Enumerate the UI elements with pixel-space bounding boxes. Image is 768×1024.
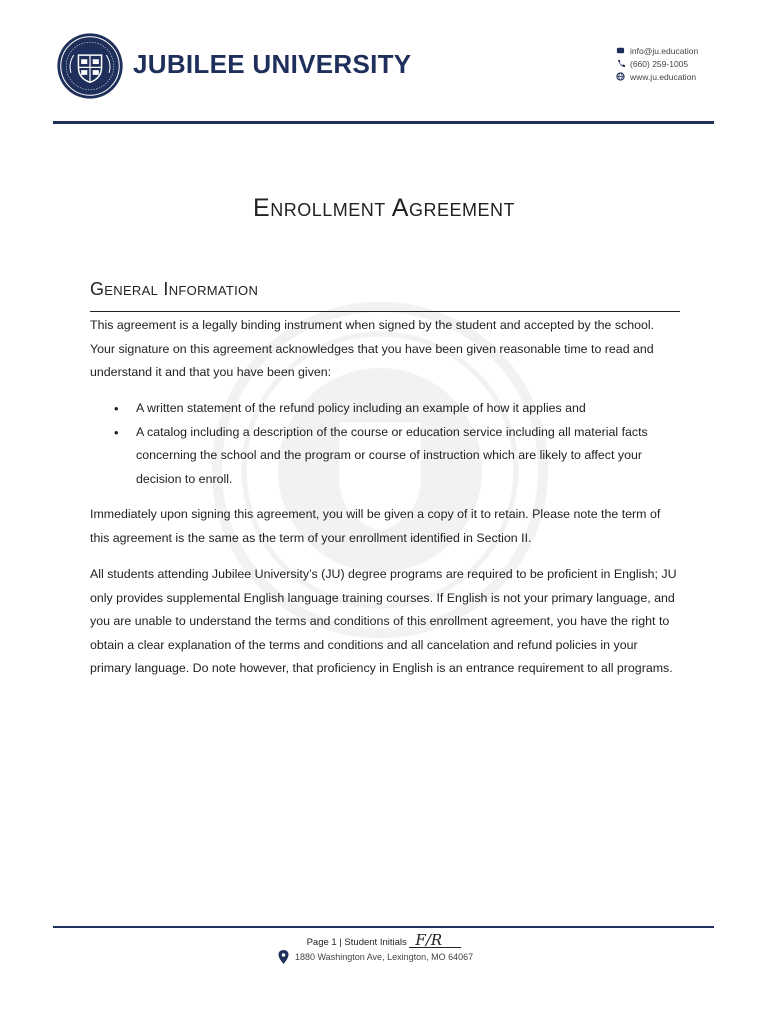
address-text: 1880 Washington Ave, Lexington, MO 64067 <box>295 952 474 962</box>
section-divider <box>90 311 680 312</box>
paragraph-english-proficiency: All students attending Jubilee University’s (JU) degree programs are required to be proficient in English; JU only provides supplemental English language training courses. If English is not your primary language, and you are unable to understand the terms and conditions of this enrollment agreement, you have the right to obtain a clear explanation of the terms and conditions and all cancelation and refund policies in your primary language. Do note however, that proficiency in English is an entrance requirement to all programs. <box>90 567 677 675</box>
bullet-list <box>90 397 680 491</box>
document-title: Enrollment Agreement <box>253 194 515 222</box>
university-name: JUBILEE UNIVERSITY <box>133 49 412 79</box>
footer-address <box>278 950 473 964</box>
contact-email <box>616 44 698 57</box>
footer-divider <box>53 926 714 928</box>
phone-text[interactable]: (660) 259-1005 <box>630 58 689 69</box>
page-label: Page 1 | Student Initials <box>306 937 407 948</box>
website-text[interactable]: www.ju.education <box>630 71 697 82</box>
globe-icon <box>616 72 625 81</box>
contact-website <box>616 70 698 83</box>
section-heading: General Information <box>90 279 259 299</box>
footer-page-line <box>0 933 768 948</box>
list-item: • A catalog including a description of the course or education service including all material facts concerning the school and the program or course of instruction which are likely to affect your decision to enroll. <box>90 421 680 492</box>
paragraph-intro: This agreement is a legally binding instrument when signed by the student and accepted by the school. Your signature on this agreement acknowledges that you have been given reasonable time to read and understand it and that you have been given: <box>90 318 655 379</box>
university-seal-icon <box>56 32 124 100</box>
student-initials: F/R <box>409 933 461 948</box>
header-divider <box>53 121 714 124</box>
paragraph-copy-notice: Immediately upon signing this agreement, you will be given a copy of it to retain. Please note the term of this agreement is the same as the term of your enrollment identified in Section II. <box>90 507 661 545</box>
location-pin-icon <box>278 950 289 964</box>
list-item: • A written statement of the refund policy including an example of how it applies and <box>90 397 680 421</box>
contact-phone <box>616 57 698 70</box>
contact-info <box>616 44 698 83</box>
email-icon <box>616 46 625 55</box>
email-text[interactable]: info@ju.education <box>630 45 699 56</box>
phone-icon <box>616 59 625 68</box>
